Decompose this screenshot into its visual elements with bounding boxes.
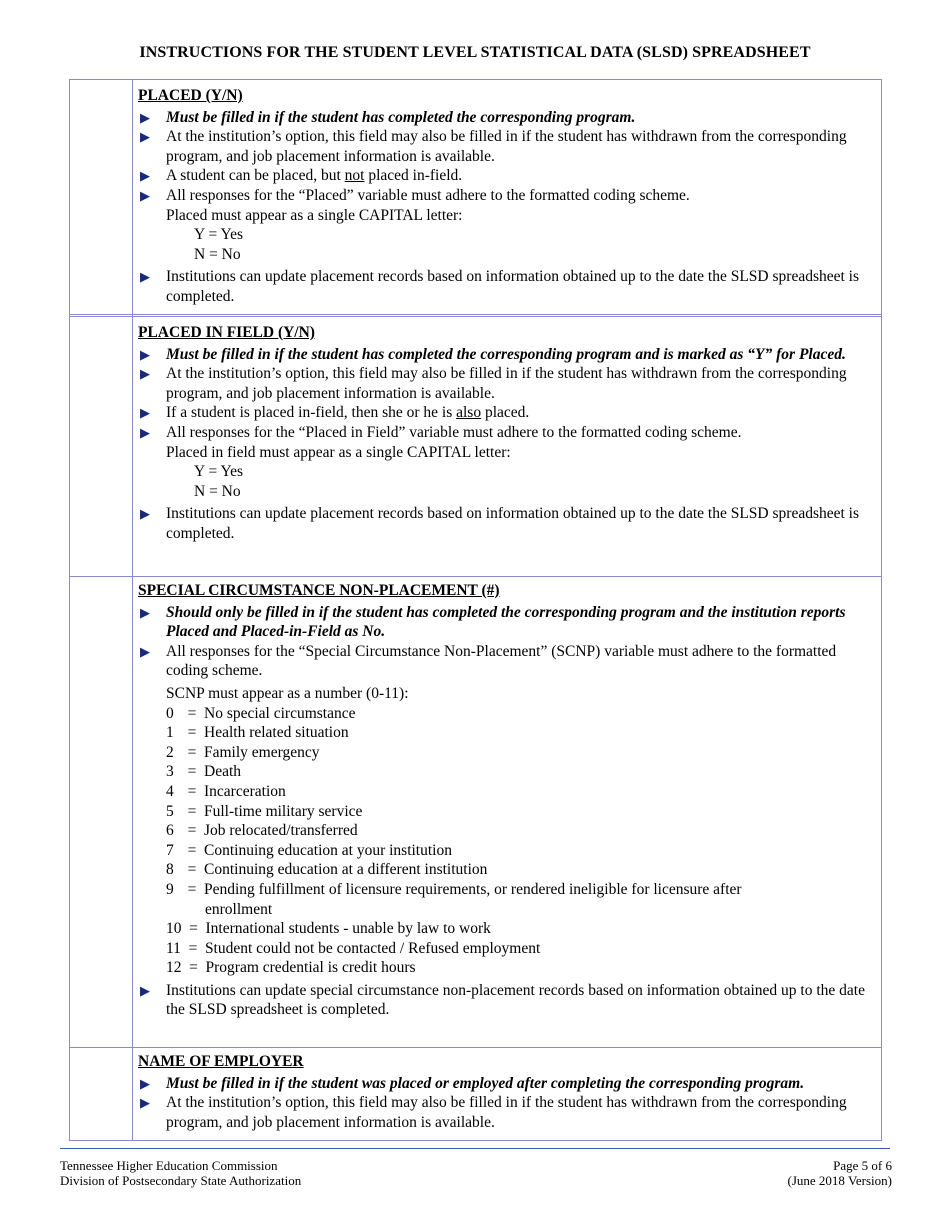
section-title: PLACED (Y/N)	[138, 87, 243, 104]
triangle-right-icon: ▶	[140, 604, 150, 620]
code-number: 9	[166, 880, 174, 898]
code-number: 8	[166, 861, 174, 879]
code-label: Full-time military service	[204, 802, 363, 820]
triangle-right-icon: ▶	[140, 506, 150, 522]
code-label-continuation: enrollment	[205, 900, 273, 918]
format-note: SCNP must appear as a number (0-11):	[166, 684, 409, 702]
list-item: ▶ At the institution’s option, this field may also be filled in if the student has withdrawn from the corresponding program, and job placement information is available.	[140, 128, 847, 165]
list-item: ▶ At the institution’s option, this field may also be filled in if the student has withdrawn from the corresponding program, and job placement information is available.	[140, 365, 847, 402]
code-label: Job relocated/transferred	[204, 822, 358, 840]
scnp-code-item	[138, 880, 873, 900]
triangle-right-icon: ▶	[140, 168, 150, 184]
triangle-right-icon: ▶	[140, 424, 150, 440]
equals-sign: =	[187, 724, 197, 742]
code-label: Pending fulfillment of licensure requirements, or rendered ineligible for licensure after	[204, 880, 742, 898]
code-number: 12	[166, 959, 182, 977]
code-number: 7	[166, 841, 174, 859]
code-number: 0	[166, 704, 174, 722]
list-item: ▶ Must be filled in if the student was placed or employed after completing the corresponding program.	[140, 1074, 805, 1092]
section-title: NAME OF EMPLOYER	[138, 1053, 304, 1070]
list-item: ▶ Should only be filled in if the student has completed the corresponding program and the institution reports Placed and Placed-in-Field as No.	[140, 603, 846, 641]
equals-sign: =	[189, 959, 198, 977]
scnp-code-list	[138, 704, 873, 978]
code-no: N = No	[194, 245, 241, 263]
code-yes: Y = Yes	[194, 463, 244, 481]
scnp-code-item	[138, 704, 873, 724]
scnp-code-item	[138, 723, 873, 743]
code-number: 1	[166, 724, 174, 742]
footer-org: Tennessee Higher Education Commission	[60, 1158, 278, 1173]
code-label: Health related situation	[204, 724, 349, 742]
equals-sign: =	[187, 861, 197, 879]
row-divider	[70, 314, 881, 317]
triangle-right-icon: ▶	[140, 109, 150, 125]
scnp-code-item	[138, 821, 873, 841]
code-number: 4	[166, 782, 174, 800]
equals-sign: =	[187, 802, 197, 820]
list-item: ▶ At the institution’s option, this field may also be filled in if the student has withdrawn from the corresponding program, and job placement information is available.	[140, 1094, 847, 1131]
triangle-right-icon: ▶	[140, 643, 150, 659]
list-item: ▶ All responses for the “Special Circumstance Non-Placement” (SCNP) variable must adhere to the formatted coding scheme.	[140, 642, 837, 680]
section-placed	[138, 86, 873, 307]
triangle-right-icon: ▶	[140, 187, 150, 203]
triangle-right-icon: ▶	[140, 269, 150, 285]
version: (June 2018 Version)	[787, 1173, 892, 1188]
code-label: Death	[204, 763, 242, 781]
list-item: ▶ All responses for the “Placed in Field” variable must adhere to the formatted coding scheme.	[140, 423, 742, 441]
triangle-right-icon: ▶	[140, 982, 150, 998]
format-note: Placed in field must appear as a single CAPITAL letter:	[166, 443, 511, 461]
equals-sign: =	[187, 704, 197, 722]
code-no: N = No	[194, 482, 241, 500]
code-label: Student could not be contacted / Refused employment	[204, 939, 541, 957]
scnp-code-item	[138, 860, 873, 880]
footer-division: Division of Postsecondary State Authorization	[60, 1173, 302, 1188]
list-item: ▶ Must be filled in if the student has completed the corresponding program and is marked as “Y” for Placed.	[140, 345, 846, 363]
code-number: 11	[166, 939, 181, 957]
scnp-code-item	[138, 802, 873, 822]
list-item: ▶ Institutions can update placement records based on information obtained up to the date the SLSD spreadsheet is completed.	[140, 268, 860, 305]
column-divider	[132, 80, 133, 1140]
scnp-code-item	[138, 743, 873, 763]
code-label: Continuing education at a different institution	[204, 861, 488, 879]
format-note: Placed must appear as a single CAPITAL letter:	[166, 206, 463, 224]
equals-sign: =	[187, 782, 197, 800]
page-title: INSTRUCTIONS FOR THE STUDENT LEVEL STATISTICAL DATA (SLSD) SPREADSHEET	[139, 44, 811, 61]
code-number: 3	[166, 763, 174, 781]
code-label: Incarceration	[204, 782, 286, 800]
code-number: 6	[166, 822, 174, 840]
equals-sign: =	[187, 763, 197, 781]
code-number: 2	[166, 743, 174, 761]
triangle-right-icon: ▶	[140, 129, 150, 145]
code-label: Continuing education at your institution	[204, 841, 452, 859]
equals-sign: =	[187, 743, 197, 761]
equals-sign: =	[187, 841, 197, 859]
equals-sign: =	[187, 822, 197, 840]
section-title: PLACED IN FIELD (Y/N)	[138, 324, 315, 341]
triangle-right-icon: ▶	[140, 1095, 150, 1111]
instructions-table	[69, 79, 882, 1141]
triangle-right-icon: ▶	[140, 1075, 150, 1091]
scnp-code-item	[138, 762, 873, 782]
scnp-code-item	[138, 958, 873, 978]
triangle-right-icon: ▶	[140, 405, 150, 421]
triangle-right-icon: ▶	[140, 366, 150, 382]
list-item: ▶ All responses for the “Placed” variable must adhere to the formatted coding scheme.	[140, 186, 690, 204]
equals-sign: =	[187, 880, 197, 898]
code-number: 10	[166, 920, 182, 938]
footer-left	[60, 1158, 301, 1188]
code-label: Program credential is credit hours	[205, 959, 416, 977]
code-yes: Y = Yes	[194, 226, 244, 244]
section-title: SPECIAL CIRCUMSTANCE NON-PLACEMENT (#)	[138, 582, 500, 599]
scnp-code-item	[138, 939, 873, 959]
footer-right	[788, 1158, 892, 1188]
equals-sign: =	[188, 939, 198, 957]
code-label: No special circumstance	[204, 704, 356, 722]
row-divider	[70, 1047, 881, 1048]
list-item: ▶ Institutions can update placement records based on information obtained up to the date the SLSD spreadsheet is completed.	[140, 505, 860, 542]
section-employer	[138, 1052, 873, 1132]
code-label: Family emergency	[204, 743, 320, 761]
list-item: ▶ A student can be placed, but not placed in-field.	[140, 167, 463, 185]
scnp-code-item	[138, 919, 873, 939]
code-label: International students - unable by law to work	[205, 920, 491, 938]
footer-rule	[60, 1148, 890, 1149]
list-item: ▶ Institutions can update special circumstance non-placement records based on information obtained up to the date the SLSD spreadsheet is completed.	[140, 981, 865, 1019]
triangle-right-icon: ▶	[140, 346, 150, 362]
equals-sign: =	[189, 920, 198, 938]
scnp-code-item	[138, 782, 873, 802]
list-item: ▶ If a student is placed in-field, then she or he is also placed.	[140, 404, 530, 422]
code-number: 5	[166, 802, 174, 820]
row-divider	[70, 576, 881, 577]
section-placed-in-field	[138, 323, 873, 544]
section-scnp	[138, 581, 873, 1020]
list-item: ▶ Must be filled in if the student has completed the corresponding program.	[140, 108, 636, 126]
page-number: Page 5 of 6	[833, 1158, 892, 1173]
scnp-code-item	[138, 841, 873, 861]
